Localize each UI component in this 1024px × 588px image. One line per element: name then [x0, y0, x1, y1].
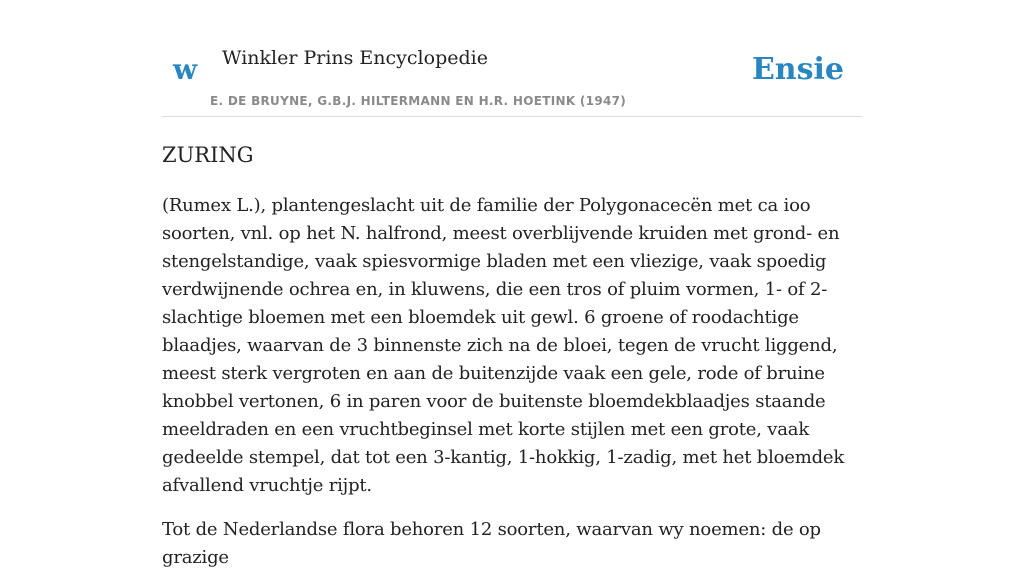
encyclopedia-title[interactable]: Winkler Prins Encyclopedie: [222, 47, 488, 69]
encyclopedia-logo[interactable]: w: [173, 53, 198, 86]
authors-line: E. DE BRUYNE, G.B.J. HILTERMANN EN H.R. HOETINK (1947): [210, 94, 627, 108]
entry-content: [162, 192, 862, 588]
entry-paragraph: Tot de Nederlandse flora behoren 12 soorten, waarvan wy noemen: de op grazige: [162, 519, 821, 568]
ensie-logo[interactable]: Ensie: [751, 52, 844, 87]
entry-title: ZURING: [162, 143, 254, 167]
entry-paragraph: (Rumex L.), plantengeslacht uit de familie der Polygonacecën met ca ioo soorten, vnl. op het N. halfrond, meest overblijvende kruiden met grond- en stengelstandige, vaak spiesvormige bladen met een vliezige, vaak spoedig verdwijnende ochrea en, in kluwens, die een tros of pluim vormen, 1- of 2-slachtige bloemen met een bloemdek uit gewl. 6 groene of roodachtige blaadjes, waarvan de 3 binnenste zich na de bloei, tegen de vrucht liggend, meest sterk vergroten en aan de buitenzijde vaak een gele, rode of bruine knobbel vertonen, 6 in paren voor de buitenste bloemdekblaadjes staande meeldraden en een vruchtbeginsel met korte stijlen met een grote, vaak gedeelde stempel, dat tot een 3-kantig, 1-hokkig, 1-zadig, met het bloemdek afvallend vruchtje rijpt.: [162, 195, 845, 496]
encyclopedia-header: [162, 0, 862, 117]
